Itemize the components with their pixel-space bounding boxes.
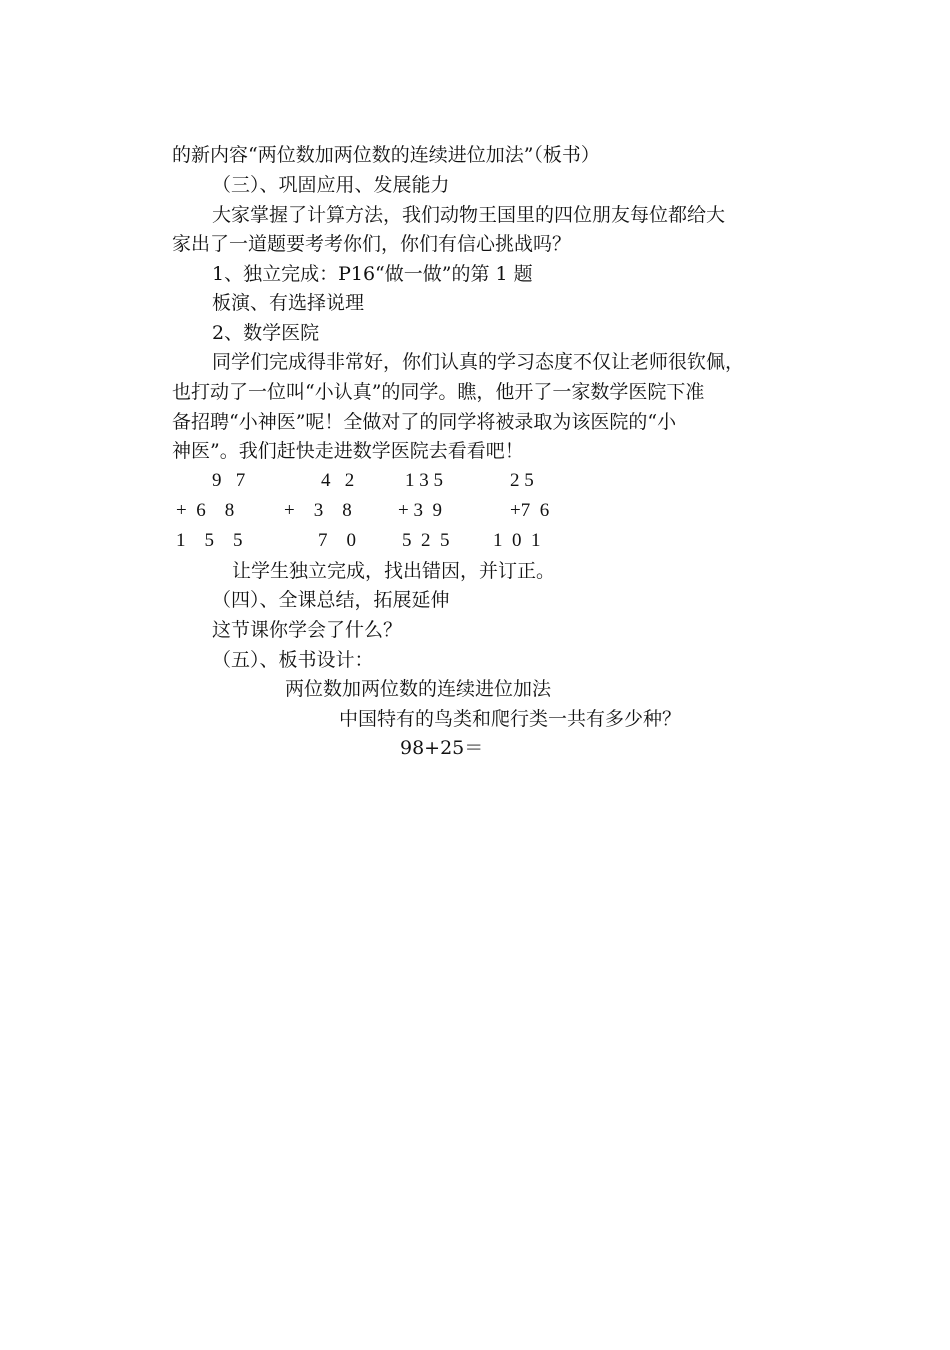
task-1: 1、独立完成：P16“做一做”的第 1 题 xyxy=(212,263,533,285)
problem-2-top: 4 2 xyxy=(321,470,355,491)
section-heading-3: （三）、巩固应用、发展能力 xyxy=(212,174,450,196)
paragraph-3-cont-1: 也打动了一位叫“小认真”的同学。瞧，他开了一家数学医院下准 xyxy=(172,381,705,403)
problem-1-top: 9 7 xyxy=(212,470,246,491)
problem-1-answer: 1 5 5 xyxy=(176,530,243,551)
board-title: 两位数加两位数的连续进位加法 xyxy=(285,678,552,700)
problem-row-addend-2 xyxy=(0,499,950,523)
paragraph-3: 同学们完成得非常好，你们认真的学习态度不仅让老师很钦佩， xyxy=(212,351,745,373)
task-1-note: 板演、有选择说理 xyxy=(212,292,365,314)
problem-3-bottom: + 3 9 xyxy=(398,500,442,521)
board-equation: 98+25＝ xyxy=(400,737,484,759)
paragraph-2: 大家掌握了计算方法，我们动物王国里的四位朋友每位都给大 xyxy=(212,204,726,226)
problem-4-bottom: +7 6 xyxy=(510,500,550,521)
paragraph-3-cont-3: 神医”。我们赶快走进数学医院去看看吧！ xyxy=(172,440,524,462)
problem-3-top: 1 3 5 xyxy=(405,470,443,491)
problem-1-bottom: + 6 8 xyxy=(176,500,235,521)
problem-4-top: 2 5 xyxy=(510,470,534,491)
problem-row-answers xyxy=(0,529,950,553)
summary-question: 这节课你学会了什么？ xyxy=(212,619,403,641)
paragraph-2-cont: 家出了一道题要考考你们，你们有信心挑战吗？ xyxy=(172,233,572,255)
problem-2-answer: 7 0 xyxy=(318,530,356,551)
instruction-line: 让学生独立完成，找出错因，并订正。 xyxy=(232,560,556,582)
problem-2-bottom: + 3 8 xyxy=(284,500,352,521)
section-heading-5: （五）、板书设计： xyxy=(212,649,374,671)
section-heading-4: （四）、全课总结，拓展延伸 xyxy=(212,589,450,611)
problem-4-answer: 1 0 1 xyxy=(493,530,541,551)
task-2: 2、数学医院 xyxy=(212,322,320,344)
problem-row-addend-1 xyxy=(0,469,950,493)
paragraph-1: 的新内容“两位数加两位数的连续进位加法”（板书） xyxy=(172,144,600,166)
board-question: 中国特有的鸟类和爬行类一共有多少种？ xyxy=(339,708,682,730)
problem-3-answer: 5 2 5 xyxy=(402,530,450,551)
paragraph-3-cont-2: 备招聘“小神医”呢！全做对了的同学将被录取为该医院的“小 xyxy=(172,411,677,433)
